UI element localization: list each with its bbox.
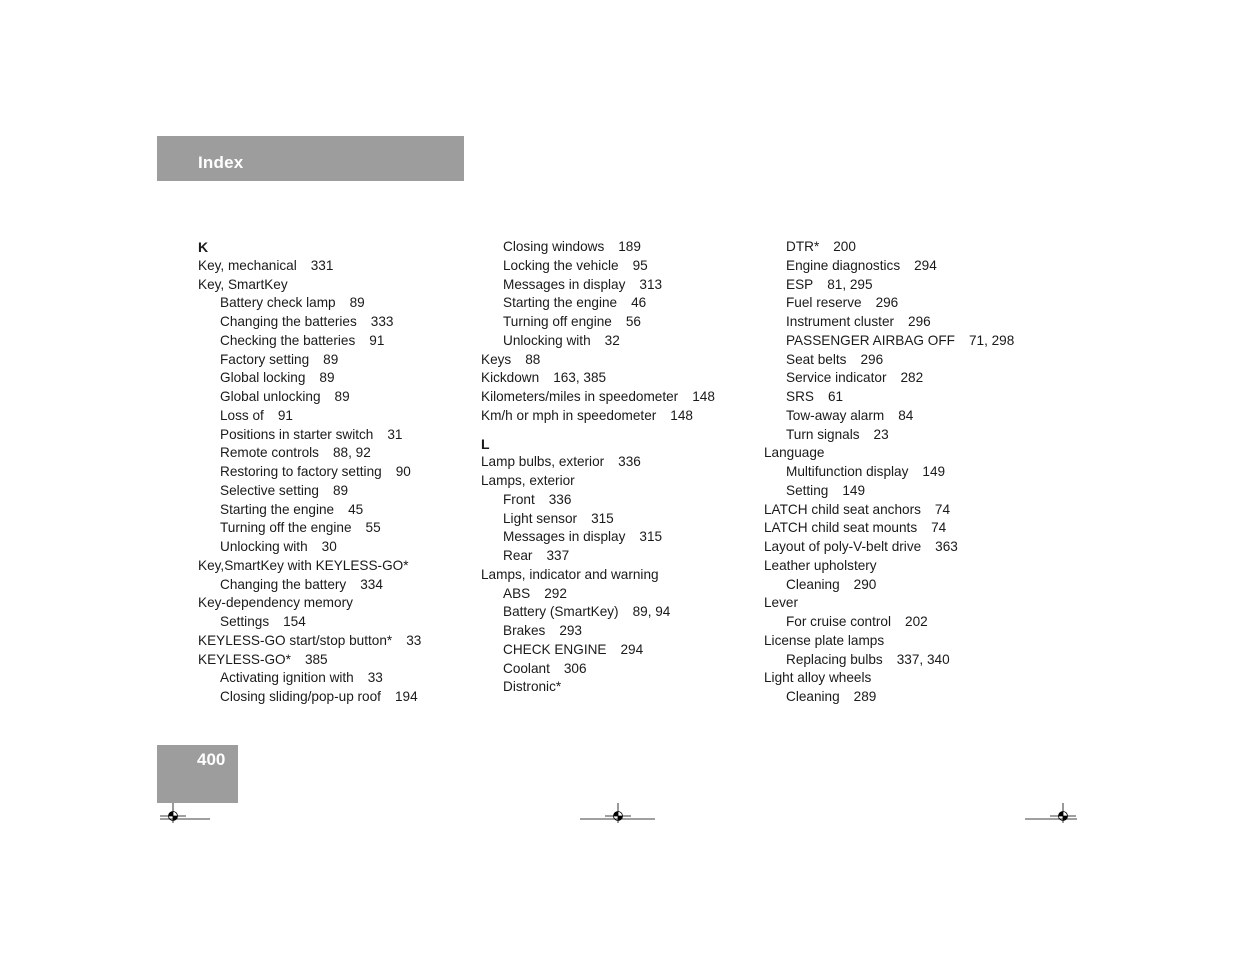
entry-label: ESP [786, 276, 814, 292]
index-column-3 [764, 238, 1014, 707]
entry-label: Battery (SmartKey) [503, 604, 619, 620]
index-subentry [764, 276, 1014, 295]
entry-page-ref[interactable]: 32 [604, 332, 620, 348]
entry-label: KEYLESS-GO* [198, 651, 291, 667]
index-subentry [481, 491, 715, 510]
index-subentry [481, 528, 715, 547]
entry-label: Restoring to factory setting [220, 464, 382, 479]
index-entry [764, 538, 1014, 557]
entry-page-ref[interactable]: 315 [591, 510, 614, 526]
index-entry [764, 632, 1014, 651]
entry-page-ref[interactable]: 74 [931, 520, 947, 536]
section-letter [198, 238, 421, 257]
entry-page-ref[interactable]: 45 [348, 501, 364, 517]
index-subentry [481, 332, 715, 351]
entry-page-ref[interactable]: 95 [632, 257, 648, 273]
entry-page-ref[interactable]: 331 [310, 257, 334, 273]
index-subentry [198, 407, 421, 426]
index-subentry [481, 238, 715, 257]
entry-label: Tow-away alarm [786, 407, 885, 423]
index-subentry [198, 688, 421, 707]
crop-line [1025, 818, 1077, 820]
index-subentry [198, 444, 421, 463]
index-subentry [198, 313, 421, 332]
entry-label: LATCH child seat anchors [764, 501, 921, 517]
entry-label: Service indicator [786, 370, 887, 386]
registration-mark-icon [1050, 803, 1076, 823]
index-subentry [198, 294, 421, 313]
entry-label: L [481, 435, 490, 452]
entry-page-ref[interactable]: 294 [914, 257, 937, 273]
entry-page-ref[interactable]: 333 [370, 314, 394, 329]
entry-label: Setting [786, 482, 829, 498]
entry-label: Key, SmartKey [198, 276, 288, 292]
entry-page-ref[interactable]: 289 [853, 689, 877, 704]
entry-label: Factory setting [220, 351, 310, 367]
index-subentry [764, 426, 1014, 445]
index-subentry [764, 369, 1014, 388]
entry-label: Loss of [220, 407, 264, 423]
entry-label: Engine diagnostics [786, 257, 901, 273]
entry-label: Messages in display [503, 276, 626, 292]
entry-page-ref[interactable]: 200 [833, 239, 856, 254]
entry-label: Cleaning [786, 576, 840, 592]
entry-page-ref[interactable]: 202 [905, 614, 928, 629]
entry-page-ref[interactable]: 30 [321, 539, 337, 554]
entry-page-ref[interactable]: 337 [546, 548, 570, 563]
entry-page-ref[interactable]: 163, 385 [553, 370, 607, 386]
entry-label: K [198, 239, 209, 255]
index-subentry [198, 426, 421, 445]
entry-page-ref[interactable]: 294 [620, 641, 644, 657]
entry-page-ref[interactable]: 31 [387, 426, 403, 442]
entry-page-ref[interactable]: 282 [900, 370, 924, 386]
entry-label: Lamps, indicator and warning [481, 566, 659, 582]
entry-label: CHECK ENGINE [503, 641, 607, 657]
index-entry [764, 594, 1014, 613]
entry-label: Global unlocking [220, 389, 321, 404]
entry-page-ref[interactable]: 74 [934, 501, 951, 517]
entry-page-ref[interactable]: 91 [369, 332, 385, 348]
index-subentry [481, 294, 715, 313]
index-subentry [481, 510, 715, 529]
entry-page-ref[interactable]: 313 [639, 276, 663, 292]
index-entry [481, 388, 715, 407]
index-subentry [481, 678, 715, 697]
entry-page-ref[interactable]: 23 [873, 426, 889, 442]
entry-label: Light sensor [503, 510, 578, 526]
index-subentry [481, 313, 715, 332]
entry-label: Front [503, 491, 535, 507]
index-subentry [198, 501, 421, 520]
entry-label: Turning off the engine [220, 520, 352, 536]
index-subentry [198, 482, 421, 501]
index-subentry [481, 641, 715, 660]
index-subentry [764, 407, 1014, 426]
entry-page-ref[interactable]: 89 [349, 295, 365, 311]
index-entry [764, 444, 1014, 463]
index-subentry [481, 276, 715, 295]
index-subentry [764, 688, 1014, 707]
index-entry [764, 501, 1014, 520]
entry-label: Brakes [503, 623, 546, 638]
entry-label: LATCH child seat mounts [764, 520, 918, 536]
index-entry [198, 276, 421, 295]
entry-page-ref[interactable]: 194 [394, 689, 418, 704]
entry-page-ref[interactable]: 88 [525, 351, 541, 367]
entry-label: Positions in starter switch [220, 426, 374, 442]
index-subentry [764, 351, 1014, 370]
entry-label: Unlocking with [503, 332, 591, 348]
index-entry [198, 257, 421, 276]
index-entry [198, 594, 421, 613]
index-subentry [198, 576, 421, 595]
entry-page-ref[interactable]: 336 [548, 491, 572, 507]
entry-label: Turning off engine [503, 314, 612, 329]
index-subentry [481, 585, 715, 604]
index-subentry [764, 294, 1014, 313]
entry-label: Seat belts [786, 351, 847, 367]
entry-label: Closing windows [503, 239, 605, 254]
index-entry [481, 407, 715, 426]
entry-label: Unlocking with [220, 539, 308, 554]
index-subentry [198, 669, 421, 688]
crop-line [160, 818, 210, 820]
crop-line [580, 818, 655, 820]
index-subentry [198, 351, 421, 370]
entry-label: Battery check lamp [220, 295, 336, 311]
page-number: 400 [197, 750, 226, 769]
entry-label: PASSENGER AIRBAG OFF [786, 332, 955, 348]
entry-label: Cleaning [786, 689, 840, 704]
index-subentry [198, 388, 421, 407]
entry-page-ref[interactable]: 293 [559, 623, 582, 638]
entry-label: Key-dependency memory [198, 595, 353, 611]
entry-label: Activating ignition with [220, 670, 354, 686]
entry-page-ref[interactable]: 71, 298 [968, 332, 1015, 348]
entry-label: Settings [220, 614, 270, 629]
index-header-bar [157, 136, 464, 181]
entry-page-ref[interactable]: 306 [563, 660, 587, 676]
entry-page-ref[interactable]: 84 [898, 407, 914, 423]
entry-label: KEYLESS-GO start/stop button* [198, 632, 393, 648]
section-letter [481, 435, 715, 454]
entry-page-ref[interactable]: 315 [639, 529, 663, 545]
entry-label: Starting the engine [220, 501, 335, 517]
entry-page-ref[interactable]: 46 [631, 295, 647, 311]
index-entry [481, 566, 715, 585]
index-subentry [764, 463, 1014, 482]
entry-label: Locking the vehicle [503, 257, 619, 273]
entry-page-ref[interactable]: 89 [319, 370, 335, 386]
index-subentry [764, 257, 1014, 276]
index-subentry [198, 519, 421, 538]
entry-label: Kilometers/miles in speedometer [481, 389, 679, 404]
entry-label: Lamp bulbs, exterior [481, 454, 605, 470]
entry-label: Key, mechanical [198, 257, 297, 273]
entry-page-ref[interactable]: 61 [827, 389, 844, 404]
index-subentry [764, 238, 1014, 257]
index-subentry [481, 660, 715, 679]
entry-page-ref[interactable]: 89, 94 [632, 604, 671, 620]
index-subentry [198, 369, 421, 388]
entry-label: SRS [786, 389, 814, 404]
entry-page-ref[interactable]: 296 [875, 295, 899, 311]
entry-label: For cruise control [786, 614, 892, 629]
entry-page-ref[interactable]: 154 [283, 614, 306, 629]
index-entry [198, 632, 421, 651]
entry-label: DTR* [786, 239, 820, 254]
entry-page-ref[interactable]: 290 [853, 576, 877, 592]
entry-page-ref[interactable]: 296 [860, 351, 884, 367]
entry-label: Changing the battery [220, 576, 347, 592]
index-entry [481, 369, 715, 388]
index-entry [198, 651, 421, 670]
entry-page-ref[interactable]: 55 [365, 520, 381, 536]
entry-page-ref[interactable]: 148 [692, 389, 715, 404]
entry-label: Checking the batteries [220, 332, 356, 348]
entry-page-ref[interactable]: 334 [360, 576, 383, 592]
entry-page-ref[interactable]: 292 [544, 585, 567, 601]
index-subentry [764, 613, 1014, 632]
registration-mark-icon [605, 803, 631, 823]
entry-label: Km/h or mph in speedometer [481, 407, 657, 423]
entry-label: Keys [481, 351, 512, 367]
entry-label: Key,SmartKey with KEYLESS-GO* [198, 557, 409, 573]
entry-label: Coolant [503, 660, 550, 676]
entry-label: License plate lamps [764, 632, 885, 648]
index-subentry [764, 482, 1014, 501]
index-entry [764, 557, 1014, 576]
index-subentry [764, 576, 1014, 595]
entry-label: Starting the engine [503, 295, 618, 311]
index-subentry [764, 332, 1014, 351]
entry-page-ref[interactable]: 385 [304, 651, 328, 667]
entry-page-ref[interactable]: 89 [334, 389, 350, 404]
index-subentry [198, 332, 421, 351]
index-subentry [198, 463, 421, 482]
index-subentry [481, 257, 715, 276]
entry-page-ref[interactable]: 88, 92 [332, 445, 371, 461]
entry-page-ref[interactable]: 149 [842, 482, 866, 498]
entry-page-ref[interactable]: 89 [323, 351, 339, 367]
entry-page-ref[interactable]: 81, 295 [827, 276, 873, 292]
index-subentry [198, 538, 421, 557]
entry-label: Layout of poly-V-belt drive [764, 539, 922, 554]
entry-label: Selective setting [220, 482, 319, 498]
entry-page-ref[interactable]: 296 [908, 314, 931, 329]
entry-label: Global locking [220, 370, 306, 386]
entry-label: Kickdown [481, 370, 540, 386]
entry-label: Messages in display [503, 529, 626, 545]
index-subentry [481, 547, 715, 566]
index-subentry [764, 313, 1014, 332]
entry-page-ref[interactable]: 363 [935, 539, 958, 554]
entry-label: Changing the batteries [220, 314, 357, 329]
entry-label: Lever [764, 595, 799, 611]
entry-page-ref[interactable]: 33 [406, 632, 422, 648]
entry-page-ref[interactable]: 148 [670, 407, 693, 423]
entry-page-ref[interactable]: 149 [922, 464, 946, 479]
index-entry [481, 472, 715, 491]
entry-page-ref[interactable]: 91 [277, 407, 293, 423]
entry-page-ref[interactable]: 336 [618, 454, 641, 470]
index-column-1 [198, 238, 421, 707]
entry-page-ref[interactable]: 89 [333, 482, 349, 498]
index-subentry [764, 388, 1014, 407]
entry-label: Closing sliding/pop-up roof [220, 689, 381, 704]
registration-mark-icon [160, 803, 186, 823]
entry-label: Lamps, exterior [481, 473, 575, 488]
entry-label: Turn signals [786, 426, 860, 442]
entry-label: Distronic* [503, 679, 562, 695]
index-entry [481, 453, 715, 472]
entry-label: Replacing bulbs [786, 651, 883, 667]
entry-page-ref[interactable]: 56 [625, 314, 641, 329]
entry-page-ref[interactable]: 189 [618, 239, 641, 254]
index-subentry [764, 651, 1014, 670]
entry-label: Light alloy wheels [764, 670, 872, 686]
entry-label: Instrument cluster [786, 314, 895, 329]
entry-label: Rear [503, 548, 533, 563]
index-entry [764, 519, 1014, 538]
page-number-tab [157, 745, 238, 803]
index-column-2 [481, 238, 715, 697]
index-entry [198, 557, 421, 576]
index-subentry [481, 603, 715, 622]
entry-label: Remote controls [220, 445, 319, 461]
index-entry [481, 351, 715, 370]
entry-label: Multifunction display [786, 464, 909, 479]
index-subentry [198, 613, 421, 632]
entry-label: ABS [503, 585, 531, 601]
entry-page-ref[interactable]: 337, 340 [896, 651, 950, 667]
index-entry [764, 669, 1014, 688]
entry-label: Language [764, 445, 825, 461]
entry-label: Leather upholstery [764, 557, 877, 573]
entry-label: Fuel reserve [786, 295, 862, 311]
index-subentry [481, 622, 715, 641]
entry-page-ref[interactable]: 33 [367, 670, 383, 686]
entry-page-ref[interactable]: 90 [395, 464, 411, 479]
page-title: Index [198, 153, 244, 172]
